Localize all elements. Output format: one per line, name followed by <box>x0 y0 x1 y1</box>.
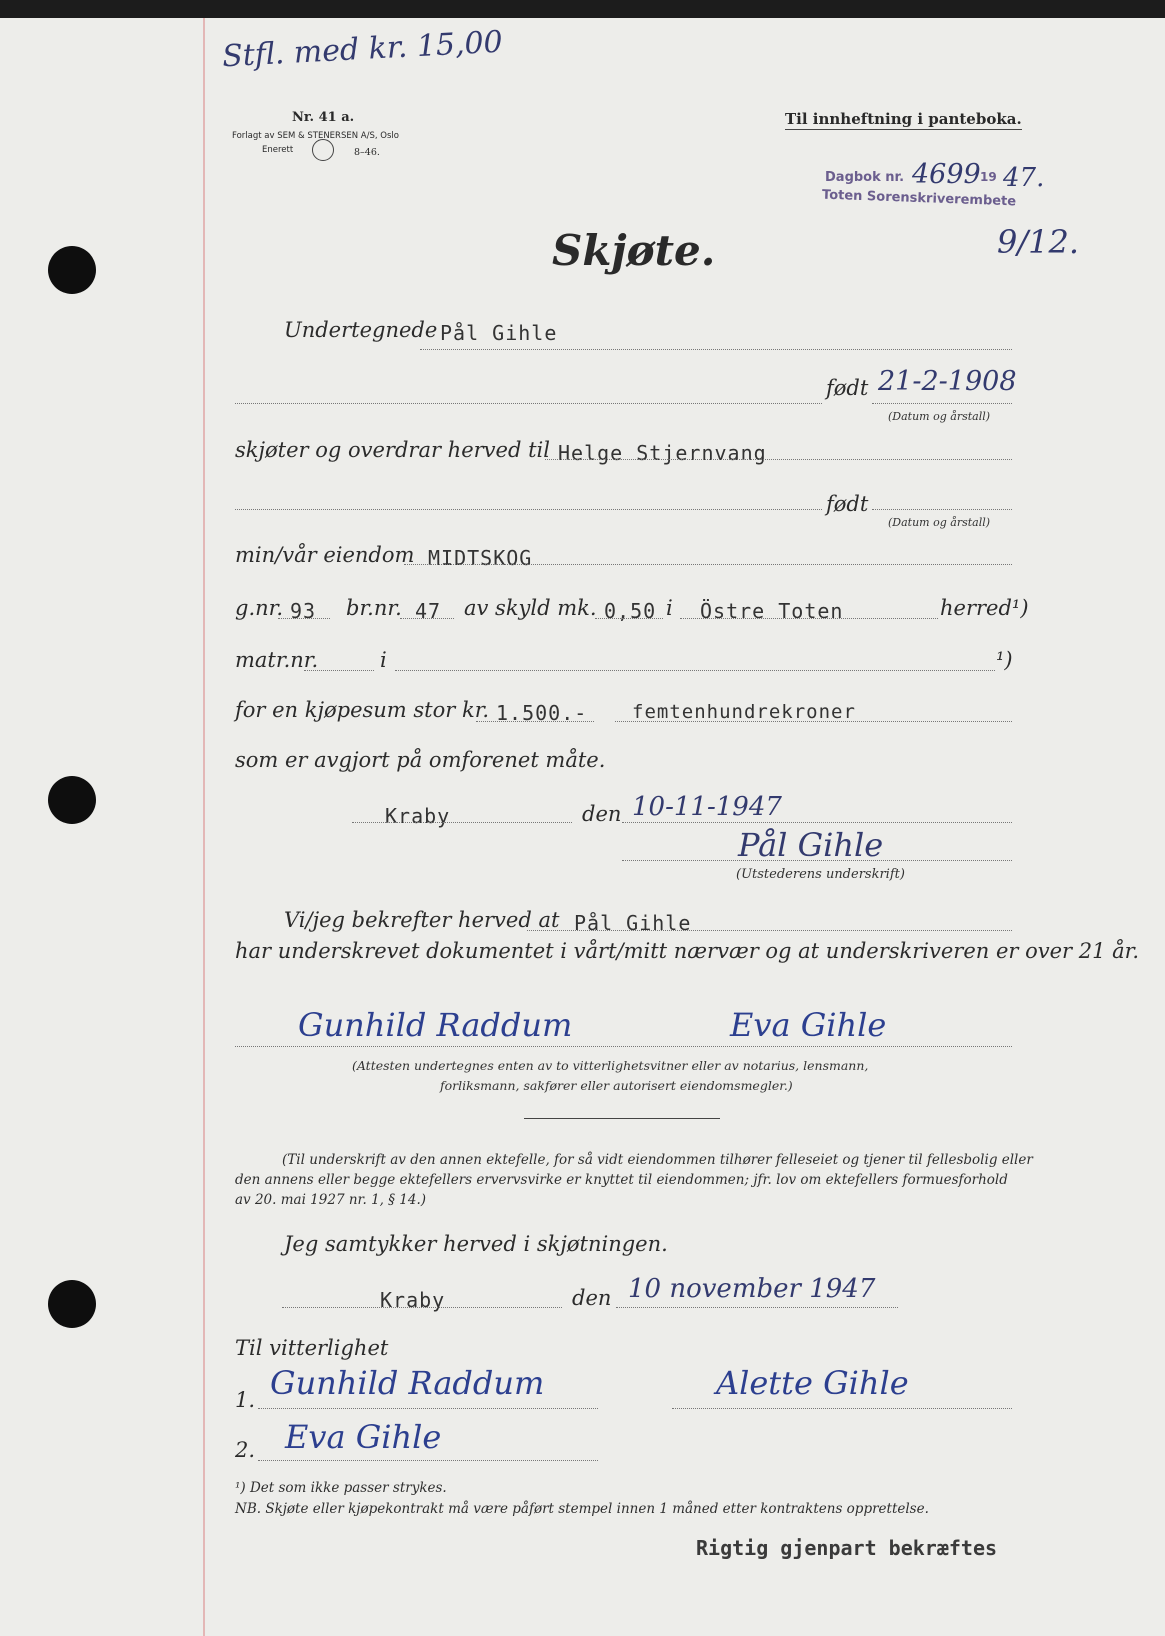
buyer-name: Helge Stjernvang <box>558 441 767 465</box>
witness-number-1: 1. <box>235 1388 256 1412</box>
punch-hole <box>48 246 96 294</box>
stamp-office: Toten Sorenskriverembete <box>821 187 1017 210</box>
brnr-value: 47 <box>415 599 442 623</box>
dotted-line <box>304 670 374 671</box>
footnote-nb: NB. Skjøte eller kjøpekontrakt må være påført stempel innen 1 måned etter kontraktens opprettelse. <box>235 1501 929 1517</box>
attest-line2: har underskrevet dokumentet i vårt/mitt nærvær og at underskriveren er over 21 år. <box>235 939 1140 963</box>
matr-footref: ¹) <box>996 648 1013 672</box>
datum-hint: (Datum og årstall) <box>888 410 991 423</box>
i-label: i <box>666 596 673 620</box>
price-words: femtenhundrekroner <box>632 701 856 723</box>
consent-witness1-signature: Gunhild Raddum <box>270 1364 545 1402</box>
brnr-label: br.nr. <box>346 596 402 620</box>
dotted-line <box>476 721 594 722</box>
property-label: min/vår eiendom <box>235 543 415 567</box>
publisher-date: 8–46. <box>354 147 380 158</box>
fodt-label: født <box>826 376 869 400</box>
skyld-value: 0,50 <box>604 599 657 623</box>
dotted-line <box>278 618 330 619</box>
dotted-line <box>395 670 995 671</box>
dotted-line <box>282 1307 562 1308</box>
punch-hole <box>48 776 96 824</box>
attest-caption1: (Attesten undertegnes enten av to vitterlighetsvitner eller av notarius, lensmann, <box>352 1058 869 1073</box>
gnr-value: 93 <box>290 599 317 623</box>
witness-label: Til vitterlighet <box>235 1336 389 1360</box>
attest-witness1-signature: Gunhild Raddum <box>298 1006 573 1044</box>
gnr-label: g.nr. <box>235 596 284 620</box>
price-amount: 1.500.- <box>496 701 588 725</box>
buyer-datum-hint: (Datum og årstall) <box>888 516 991 529</box>
herred-label: herred¹) <box>940 596 1029 620</box>
matr-i-label: i <box>380 648 387 672</box>
attest-label: Vi/jeg bekrefter herved at <box>284 908 560 932</box>
undertegnede-label: Undertegnede <box>284 318 438 342</box>
consent-date: 10 november 1947 <box>628 1274 876 1304</box>
stamp-year-prefix: 19 <box>980 170 997 184</box>
publisher-line: Forlagt av SEM & STENERSEN A/S, Oslo <box>232 131 399 141</box>
document-title: Skjøte. <box>552 226 716 275</box>
matrnr-label: matr.nr. <box>235 648 319 672</box>
form-number: Nr. 41 a. <box>292 110 355 125</box>
signing-den-label: den <box>582 802 622 826</box>
dotted-line <box>672 1408 1012 1409</box>
witness-number-2: 2. <box>235 1438 256 1462</box>
spouse-note-line1: (Til underskrift av den annen ektefelle, for så vidt eiendommen tilhører felleseiet og tjener til fellesbolig eller <box>282 1152 1033 1168</box>
publisher-logo-icon <box>312 139 334 161</box>
settled-text: som er avgjort på omforenet måte. <box>235 748 606 772</box>
consent-witness2-signature: Eva Gihle <box>285 1418 442 1456</box>
certified-copy-stamp: Rigtig gjenpart bekræftes <box>696 1536 998 1560</box>
dotted-line <box>420 349 1012 350</box>
stamp-dagbok-label: Dagbok nr. <box>825 170 905 185</box>
stamp-date: 9/12. <box>997 223 1080 261</box>
dotted-line <box>545 459 1012 460</box>
dotted-line <box>622 860 1012 861</box>
spouse-signature: Alette Gihle <box>716 1364 909 1402</box>
dotted-line <box>622 822 1012 823</box>
dotted-line <box>404 564 1012 565</box>
consent-text: Jeg samtykker herved i skjøtningen. <box>284 1232 668 1256</box>
signing-date: 10-11-1947 <box>632 792 782 822</box>
seller-birthdate: 21-2-1908 <box>878 366 1017 397</box>
dotted-line <box>527 930 1012 931</box>
dotted-line <box>258 1460 598 1461</box>
stamp-year: 47. <box>1003 163 1045 193</box>
consent-den-label: den <box>572 1286 612 1310</box>
fee-annotation: Stfl. med kr. 15,00 <box>221 24 504 75</box>
attest-name: Pål Gihle <box>574 911 692 935</box>
herred-name: Östre Toten <box>700 599 844 623</box>
signature-caption: (Utstederens underskrift) <box>736 867 905 882</box>
property-name: MIDTSKOG <box>428 546 533 570</box>
seller-signature: Pål Gihle <box>738 826 884 864</box>
dotted-line <box>235 1046 1012 1047</box>
punch-hole <box>48 1280 96 1328</box>
attest-witness2-signature: Eva Gihle <box>730 1006 887 1044</box>
filing-note: Til innheftning i panteboka. <box>785 110 1022 128</box>
stamp-dagbok-number: 4699 <box>912 159 981 190</box>
dotted-line <box>872 403 1012 404</box>
dotted-line <box>615 721 1012 722</box>
dotted-line <box>235 509 822 510</box>
spouse-note-line3: av 20. mai 1927 nr. 1, § 14.) <box>235 1192 427 1208</box>
dotted-line <box>235 403 822 404</box>
seller-name: Pål Gihle <box>440 321 558 345</box>
dotted-line <box>352 822 572 823</box>
dotted-line <box>872 509 1012 510</box>
transfer-label: skjøter og overdrar herved til <box>235 438 550 462</box>
dotted-line <box>400 618 454 619</box>
price-label: for en kjøpesum stor kr. <box>235 698 490 722</box>
dotted-line <box>680 618 938 619</box>
signing-place: Kraby <box>385 804 451 828</box>
dotted-line <box>616 1307 898 1308</box>
attest-caption2: forliksmann, sakfører eller autorisert eiendomsmegler.) <box>440 1078 793 1093</box>
footnote-1: ¹) Det som ikke passer strykes. <box>235 1480 447 1496</box>
separator-rule <box>524 1118 720 1119</box>
dotted-line <box>595 618 663 619</box>
spouse-note-line2: den annens eller begge ektefellers ervervsvirke er knyttet til eiendommen; jfr. lov om ektefellers formuesforhold <box>235 1172 1008 1188</box>
consent-place: Kraby <box>380 1288 446 1312</box>
document-page <box>0 18 1165 1636</box>
skyld-label: av skyld mk. <box>464 596 597 620</box>
buyer-fodt-label: født <box>826 492 869 516</box>
margin-rule <box>203 18 205 1636</box>
dotted-line <box>258 1408 598 1409</box>
publisher-enerett: Enerett <box>262 145 294 155</box>
